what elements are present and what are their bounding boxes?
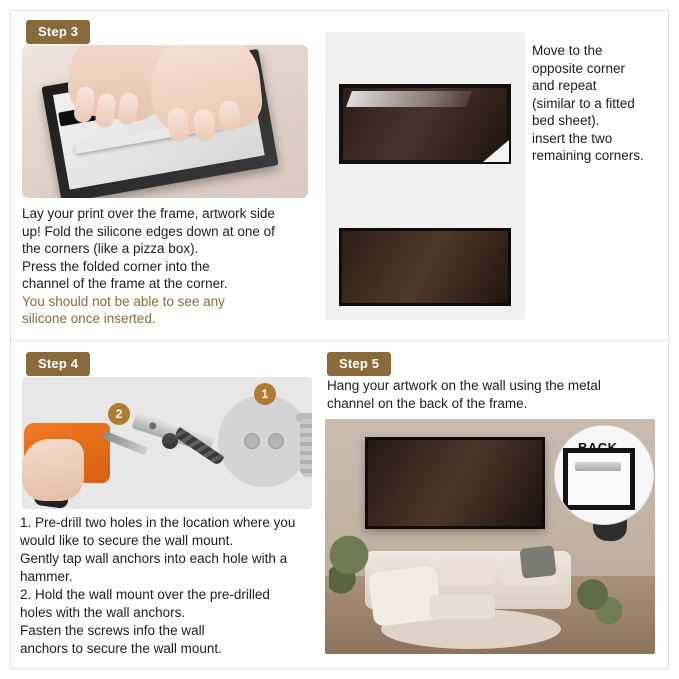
frame-back-illustration xyxy=(563,448,635,510)
step-3-warning-line-1: You should not be able to see any xyxy=(22,293,225,309)
step-3-line-1: Lay your print over the frame, artwork side xyxy=(22,206,275,221)
section-divider xyxy=(11,340,668,341)
step-4-line-6: holes with the wall anchors. xyxy=(20,605,186,620)
framed-artwork-top-illustration xyxy=(339,84,511,164)
step-4-line-5: 2. Hold the wall mount over the pre-drilled xyxy=(20,587,270,602)
step-5-line-2: channel on the back of the frame. xyxy=(327,396,528,411)
anchor-hole-icon xyxy=(244,433,260,449)
finger-illustration xyxy=(193,108,216,142)
bracket-hole-icon xyxy=(148,421,157,430)
coffee-table-illustration xyxy=(429,595,495,619)
marker-two: 2 xyxy=(108,403,130,425)
finger-illustration xyxy=(218,100,241,132)
accent-pillow-illustration xyxy=(520,545,557,578)
step-3-line-3: the corners (like a pizza box). xyxy=(22,241,199,256)
hand-holding-drill-illustration xyxy=(22,439,84,501)
wall-mount-closeup-circle xyxy=(218,395,310,487)
step-4-line-2: would like to secure the wall mount. xyxy=(20,533,234,548)
hung-artwork-illustration xyxy=(365,437,545,529)
step-3-line-4: Press the folded corner into the xyxy=(22,258,210,274)
plant-right-illustration xyxy=(571,569,625,633)
step-3-photo-opposite-corner xyxy=(325,32,525,320)
step-5-instructions xyxy=(327,377,657,413)
back-label: BACK xyxy=(578,440,618,455)
finger-illustration xyxy=(167,107,190,143)
side-note-line-7: remaining corners. xyxy=(532,148,644,163)
side-note-line-2: opposite corner xyxy=(532,60,626,76)
marker-one: 1 xyxy=(254,383,276,405)
step-3-line-2: up! Fold the silicone edges down at one of xyxy=(22,223,275,239)
step-4-line-7: Fasten the screws info the wall xyxy=(20,623,205,638)
step-4-line-4: hammer. xyxy=(20,569,73,584)
plant-left-illustration xyxy=(329,531,369,611)
step-3-side-note xyxy=(532,42,662,165)
side-note-line-4: (similar to a fitted xyxy=(532,95,635,111)
corner-peel-illustration xyxy=(483,140,509,162)
side-note-line-3: and repeat xyxy=(532,78,597,93)
side-note-line-6: insert the two xyxy=(532,130,613,146)
framed-artwork-bottom-illustration xyxy=(339,228,511,306)
step-4-line-8: anchors to secure the wall mount. xyxy=(20,641,222,656)
step-5-badge: Step 5 xyxy=(327,352,391,376)
cushion-illustration xyxy=(437,559,495,585)
glare-highlight xyxy=(346,91,472,107)
side-note-line-5: bed sheet). xyxy=(532,113,600,128)
side-note-line-1: Move to the xyxy=(532,43,603,58)
step-4-line-1: 1. Pre-drill two holes in the location where you xyxy=(20,515,296,530)
wall-anchor-illustration xyxy=(300,419,312,477)
step-3-photo-hands-folding-silicone xyxy=(22,45,308,198)
step-3-badge: Step 3 xyxy=(26,20,90,44)
step-4-badge: Step 4 xyxy=(26,352,90,376)
anchor-hole-icon xyxy=(268,433,284,449)
hand-right-illustration xyxy=(145,45,264,136)
step-3-instructions xyxy=(22,205,318,328)
step-3-line-5: channel of the frame at the corner. xyxy=(22,276,228,291)
step-4-diagram-drill-anchor xyxy=(22,377,312,509)
step-3-warning-line-2: silicone once inserted. xyxy=(22,311,156,326)
step-5-line-1: Hang your artwork on the wall using the metal xyxy=(327,378,601,393)
step-4-line-3: Gently tap wall anchors into each hole with a xyxy=(20,551,288,566)
finger-illustration xyxy=(117,92,139,126)
metal-channel-illustration xyxy=(575,462,621,471)
step-4-instructions xyxy=(20,514,320,658)
